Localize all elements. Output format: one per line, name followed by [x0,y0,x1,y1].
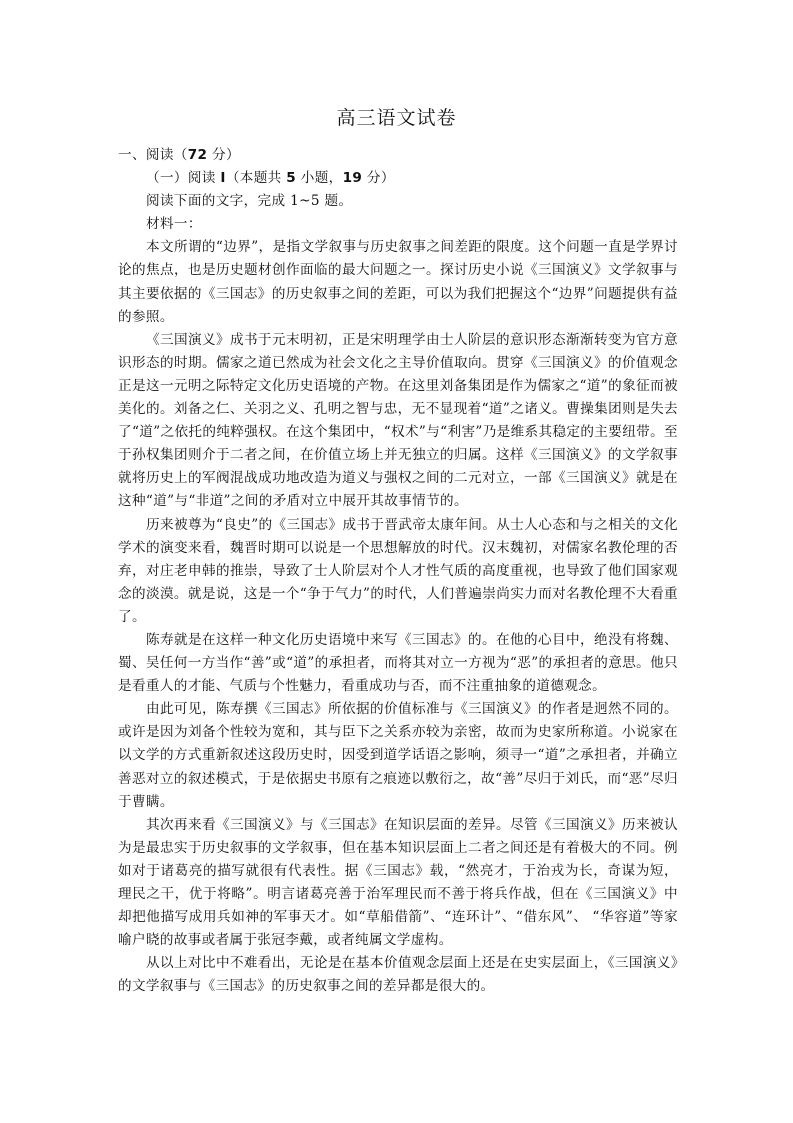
subsection-points: 19 [342,170,363,187]
subsection-count: 5 [286,170,297,187]
paragraph-5: 由此可见，陈寿撰《三国志》所依据的价值标准与《三国演义》的作者是迥然不同的。或许是因为刘备个性较为宽和，其与臣下之关系亦较为亲密，故而为史家所称道。小说家在以文学的方式重新叙述这段历史时，因受到道学话语之影响，须寻一“道”之承担者，并确立善恶对立的叙述模式，于是依据史书原有之痕迹以敷衍之，故“善”尽归于刘氏，而“恶”尽归于曹瞒。 [118,701,678,810]
page-title: 高三语文试卷 [336,107,457,129]
subsection-mid1: （本题共 [225,170,287,187]
document-body [118,144,678,998]
paragraph-4: 陈寿就是在这样一种文化历史语境中来写《三国志》的。在他的心目中，绝没有将魏、蜀、吴任何一方当作“善”或“道”的承担者，而将其对立一方视为“恶”的承担者的意思。他只是看重人的才能、气质与个性魅力，看重成功与否，而不注重抽象的道德观念。 [118,631,678,695]
subsection-roman: I [220,170,226,187]
paragraph-6: 其次再来看《三国演义》与《三国志》在知识层面的差异。尽管《三国演义》历来被认为是最忠实于历史叙事的文学叙事，但在基本知识层面上二者之间还是有着极大的不同。例如对于诸葛亮的描写就很有代表性。据《三国志》载，“然亮才，于治戎为长，奇谋为短，理民之干，优于将略”。明言诸葛亮善于治军理民而不善于将兵作战，但在《三国演义》中却把他描写成用兵如神的军事天才。如“草船借箭”、“连环计”、“借东风”、 “华容道”等家喻户晓的故事或者属于张冠李戴，或者纯属文学虚构。 [118,816,678,949]
paragraph-1: 本文所谓的“边界”，是指文学叙事与历史叙事之间差距的限度。这个问题一直是学界讨论的焦点，也是历史题材创作面临的最大问题之一。探讨历史小说《三国演义》文学叙事与其主要依据的《三国志》的历史叙事之间的差距，可以为我们把握这个“边界”问题提供有益的参照。 [118,239,678,325]
paragraph-2: 《三国演义》成书于元末明初，正是宋明理学由士人阶层的意识形态渐渐转变为官方意识形态的时期。儒家之道已然成为社会文化之主导价值取向。贯穿《三国演义》的价值观念正是这一元明之际特定文化历史语境的产物。在这里刘备集团是作为儒家之“道”的象征而被美化的。刘备之仁、关羽之义、孔明之智与忠，无不显现着“道”之诸义。曹操集团则是失去了“道”之依托的纯粹强权。在这个集团中，“权术”与“利害”乃是维系其稳定的主要纽带。至于孙权集团则介于二者之间，在价值立场上并无独立的归属。这样《三国演义》的文学叙事就将历史上的军阀混战成功地改造为道义与强权之间的二元对立，一部《三国演义》就是在这种“道”与“非道”之间的矛盾对立中展开其故事情节的。 [118,331,678,510]
subsection-prefix: （一）阅读 [146,170,221,187]
section-heading-suffix: 分） [207,147,240,163]
subsection-heading [118,167,678,190]
section-heading [118,144,678,167]
material-label: 材料一： [146,216,202,233]
paragraph-3: 历来被尊为“良史”的《三国志》成书于晋武帝太康年间。从士人心态和与之相关的文化学术的演变来看，魏晋时期可以说是一个思想解放的时代。汉末魏初，对儒家名教伦理的否弃，对庄老申韩的推崇，导致了士人阶层对个人才性气质的高度重视，也导致了他们国家观念的淡漠。就是说，这是一个“争于气力”的时代，人们普遍崇尚实力而对名教伦理不大看重了。 [118,516,678,625]
subsection-suffix: 分） [362,170,395,187]
paragraph-7: 从以上对比中不难看出，无论是在基本价值观念层面上还是在史实层面上，《三国演义》的文学叙事与《三国志》的历史叙事之间的差异都是很大的。 [118,955,678,995]
subsection-mid2: 小题， [296,170,343,187]
instruction-text: 阅读下面的文字，完成 1~5 题。 [146,193,353,210]
section-heading-prefix: 一、阅读（ [118,147,188,163]
section-points: 72 [187,147,208,163]
